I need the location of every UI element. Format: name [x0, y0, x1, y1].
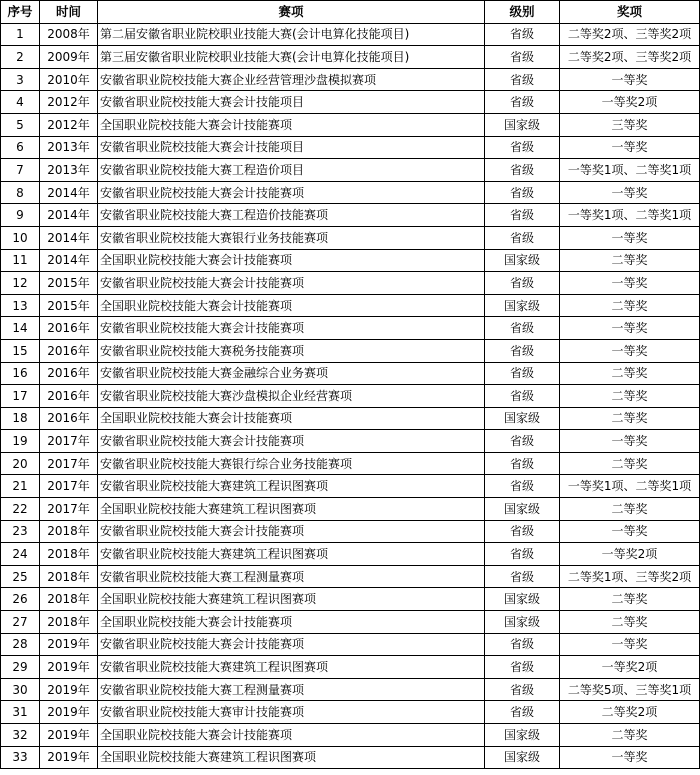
- cell-index: 19: [1, 430, 40, 453]
- cell-event: 全国职业院校技能大赛会计技能赛项: [98, 611, 485, 634]
- cell-level: 国家级: [485, 249, 560, 272]
- cell-event: 全国职业院校技能大赛会计技能赛项: [98, 294, 485, 317]
- cell-event: 全国职业院校技能大赛会计技能赛项: [98, 724, 485, 747]
- cell-index: 14: [1, 317, 40, 340]
- cell-time: 2012年: [40, 91, 98, 114]
- table-row: [1, 565, 700, 588]
- cell-index: 24: [1, 543, 40, 566]
- cell-event: 安徽省职业院校技能大赛税务技能赛项: [98, 339, 485, 362]
- cell-time: 2017年: [40, 498, 98, 521]
- cell-level: 省级: [485, 181, 560, 204]
- cell-level: 省级: [485, 159, 560, 182]
- cell-award: 一等奖: [560, 633, 700, 656]
- cell-event: 第三届安徽省职业院校职业技能大赛(会计电算化技能项目): [98, 46, 485, 69]
- cell-award: 一等奖: [560, 430, 700, 453]
- table-row: [1, 362, 700, 385]
- cell-level: 国家级: [485, 724, 560, 747]
- cell-level: 省级: [485, 136, 560, 159]
- cell-level: 省级: [485, 475, 560, 498]
- cell-level: 省级: [485, 23, 560, 46]
- cell-index: 13: [1, 294, 40, 317]
- cell-award: 二等奖2项: [560, 701, 700, 724]
- cell-award: 二等奖: [560, 294, 700, 317]
- cell-event: 安徽省职业院校技能大赛会计技能赛项: [98, 520, 485, 543]
- cell-index: 20: [1, 452, 40, 475]
- cell-event: 安徽省职业院校技能大赛建筑工程识图赛项: [98, 475, 485, 498]
- table-row: [1, 136, 700, 159]
- cell-time: 2013年: [40, 136, 98, 159]
- cell-index: 22: [1, 498, 40, 521]
- table-row: [1, 294, 700, 317]
- cell-award: 二等奖: [560, 407, 700, 430]
- table-row: [1, 520, 700, 543]
- cell-time: 2014年: [40, 204, 98, 227]
- table-row: [1, 678, 700, 701]
- cell-index: 11: [1, 249, 40, 272]
- table-row: [1, 407, 700, 430]
- cell-time: 2017年: [40, 430, 98, 453]
- cell-index: 29: [1, 656, 40, 679]
- cell-index: 27: [1, 611, 40, 634]
- cell-time: 2018年: [40, 543, 98, 566]
- cell-award: 二等奖: [560, 452, 700, 475]
- cell-event: 全国职业院校技能大赛会计技能赛项: [98, 407, 485, 430]
- cell-award: 一等奖1项、二等奖1项: [560, 159, 700, 182]
- cell-award: 二等奖: [560, 724, 700, 747]
- cell-event: 安徽省职业院校技能大赛会计技能赛项: [98, 430, 485, 453]
- cell-time: 2017年: [40, 452, 98, 475]
- cell-event: 安徽省职业院校技能大赛会计技能赛项: [98, 272, 485, 295]
- cell-index: 25: [1, 565, 40, 588]
- cell-event: 全国职业院校技能大赛会计技能赛项: [98, 249, 485, 272]
- cell-level: 国家级: [485, 498, 560, 521]
- table-row: [1, 91, 700, 114]
- cell-award: 一等奖: [560, 136, 700, 159]
- cell-index: 21: [1, 475, 40, 498]
- table-row: [1, 543, 700, 566]
- column-header-index: 序号: [1, 1, 40, 24]
- cell-time: 2018年: [40, 565, 98, 588]
- table-row: [1, 317, 700, 340]
- table-row: [1, 452, 700, 475]
- cell-time: 2016年: [40, 385, 98, 408]
- cell-time: 2015年: [40, 294, 98, 317]
- cell-level: 省级: [485, 656, 560, 679]
- cell-level: 省级: [485, 339, 560, 362]
- cell-event: 安徽省职业院校技能大赛沙盘模拟企业经营赛项: [98, 385, 485, 408]
- cell-level: 国家级: [485, 407, 560, 430]
- cell-award: 一等奖1项、二等奖1项: [560, 475, 700, 498]
- cell-time: 2018年: [40, 588, 98, 611]
- cell-time: 2014年: [40, 181, 98, 204]
- cell-award: 二等奖: [560, 362, 700, 385]
- cell-time: 2012年: [40, 113, 98, 136]
- cell-level: 省级: [485, 91, 560, 114]
- cell-award: 二等奖: [560, 249, 700, 272]
- cell-event: 安徽省职业院校技能大赛银行综合业务技能赛项: [98, 452, 485, 475]
- cell-index: 6: [1, 136, 40, 159]
- cell-index: 3: [1, 68, 40, 91]
- cell-index: 30: [1, 678, 40, 701]
- cell-index: 10: [1, 226, 40, 249]
- cell-event: 安徽省职业院校技能大赛建筑工程识图赛项: [98, 656, 485, 679]
- cell-level: 省级: [485, 272, 560, 295]
- cell-event: 安徽省职业院校技能大赛审计技能赛项: [98, 701, 485, 724]
- cell-level: 省级: [485, 701, 560, 724]
- cell-time: 2019年: [40, 746, 98, 769]
- table-row: [1, 656, 700, 679]
- cell-event: 第二届安徽省职业院校职业技能大赛(会计电算化技能项目): [98, 23, 485, 46]
- cell-index: 23: [1, 520, 40, 543]
- cell-event: 安徽省职业院校技能大赛会计技能赛项: [98, 181, 485, 204]
- cell-level: 省级: [485, 565, 560, 588]
- table-row: [1, 385, 700, 408]
- cell-event: 安徽省职业院校技能大赛会计技能项目: [98, 136, 485, 159]
- column-header-award: 奖项: [560, 1, 700, 24]
- cell-time: 2009年: [40, 46, 98, 69]
- cell-index: 28: [1, 633, 40, 656]
- cell-level: 省级: [485, 678, 560, 701]
- cell-level: 省级: [485, 633, 560, 656]
- cell-level: 省级: [485, 362, 560, 385]
- cell-time: 2018年: [40, 520, 98, 543]
- cell-index: 7: [1, 159, 40, 182]
- cell-time: 2010年: [40, 68, 98, 91]
- cell-index: 1: [1, 23, 40, 46]
- cell-level: 国家级: [485, 588, 560, 611]
- cell-award: 二等奖: [560, 588, 700, 611]
- cell-award: 一等奖: [560, 226, 700, 249]
- cell-time: 2015年: [40, 272, 98, 295]
- table-row: [1, 249, 700, 272]
- cell-level: 省级: [485, 204, 560, 227]
- cell-level: 省级: [485, 226, 560, 249]
- cell-time: 2008年: [40, 23, 98, 46]
- cell-award: 二等奖: [560, 385, 700, 408]
- cell-event: 全国职业院校技能大赛建筑工程识图赛项: [98, 498, 485, 521]
- cell-index: 32: [1, 724, 40, 747]
- table-row: [1, 633, 700, 656]
- cell-time: 2016年: [40, 339, 98, 362]
- table-row: [1, 23, 700, 46]
- cell-index: 2: [1, 46, 40, 69]
- cell-index: 33: [1, 746, 40, 769]
- cell-index: 5: [1, 113, 40, 136]
- cell-index: 4: [1, 91, 40, 114]
- cell-time: 2016年: [40, 362, 98, 385]
- cell-level: 省级: [485, 520, 560, 543]
- cell-award: 一等奖: [560, 317, 700, 340]
- cell-time: 2019年: [40, 633, 98, 656]
- cell-award: 一等奖: [560, 746, 700, 769]
- table-row: [1, 272, 700, 295]
- table-row: [1, 498, 700, 521]
- cell-level: 国家级: [485, 611, 560, 634]
- cell-level: 省级: [485, 543, 560, 566]
- cell-time: 2019年: [40, 678, 98, 701]
- cell-level: 省级: [485, 430, 560, 453]
- cell-time: 2014年: [40, 249, 98, 272]
- cell-index: 15: [1, 339, 40, 362]
- cell-index: 12: [1, 272, 40, 295]
- cell-award: 二等奖2项、三等奖2项: [560, 23, 700, 46]
- cell-event: 安徽省职业院校技能大赛工程造价技能赛项: [98, 204, 485, 227]
- cell-time: 2016年: [40, 317, 98, 340]
- cell-award: 一等奖: [560, 181, 700, 204]
- cell-event: 安徽省职业院校技能大赛金融综合业务赛项: [98, 362, 485, 385]
- cell-index: 9: [1, 204, 40, 227]
- cell-award: 二等奖: [560, 498, 700, 521]
- cell-event: 安徽省职业院校技能大赛银行业务技能赛项: [98, 226, 485, 249]
- column-header-level: 级别: [485, 1, 560, 24]
- cell-event: 安徽省职业院校技能大赛建筑工程识图赛项: [98, 543, 485, 566]
- cell-level: 国家级: [485, 113, 560, 136]
- cell-level: 省级: [485, 317, 560, 340]
- cell-time: 2014年: [40, 226, 98, 249]
- cell-event: 安徽省职业院校技能大赛工程测量赛项: [98, 678, 485, 701]
- table-row: [1, 430, 700, 453]
- cell-event: 安徽省职业院校技能大赛工程测量赛项: [98, 565, 485, 588]
- cell-time: 2018年: [40, 611, 98, 634]
- cell-time: 2013年: [40, 159, 98, 182]
- cell-time: 2019年: [40, 724, 98, 747]
- cell-award: 一等奖: [560, 339, 700, 362]
- cell-index: 26: [1, 588, 40, 611]
- cell-event: 全国职业院校技能大赛建筑工程识图赛项: [98, 588, 485, 611]
- table-row: [1, 701, 700, 724]
- cell-event: 安徽省职业院校技能大赛工程造价项目: [98, 159, 485, 182]
- table-row: [1, 588, 700, 611]
- table-row: [1, 339, 700, 362]
- table-row: [1, 204, 700, 227]
- cell-level: 省级: [485, 68, 560, 91]
- cell-award: 一等奖2项: [560, 656, 700, 679]
- table-header-row: [1, 1, 700, 24]
- table-row: [1, 159, 700, 182]
- table-row: [1, 181, 700, 204]
- cell-award: 一等奖: [560, 272, 700, 295]
- cell-award: 二等奖2项、三等奖2项: [560, 46, 700, 69]
- table-row: [1, 226, 700, 249]
- cell-event: 全国职业院校技能大赛建筑工程识图赛项: [98, 746, 485, 769]
- table-row: [1, 475, 700, 498]
- cell-index: 17: [1, 385, 40, 408]
- cell-event: 安徽省职业院校技能大赛会计技能项目: [98, 91, 485, 114]
- cell-level: 省级: [485, 452, 560, 475]
- cell-award: 三等奖: [560, 113, 700, 136]
- cell-level: 省级: [485, 46, 560, 69]
- cell-level: 国家级: [485, 746, 560, 769]
- column-header-event: 赛项: [98, 1, 485, 24]
- table-row: [1, 68, 700, 91]
- cell-event: 安徽省职业院校技能大赛会计技能赛项: [98, 317, 485, 340]
- table-body: [1, 23, 700, 769]
- cell-award: 一等奖: [560, 68, 700, 91]
- table-row: [1, 724, 700, 747]
- table-row: [1, 746, 700, 769]
- cell-award: 二等奖1项、三等奖2项: [560, 565, 700, 588]
- cell-award: 二等奖: [560, 611, 700, 634]
- cell-event: 安徽省职业院校技能大赛会计技能赛项: [98, 633, 485, 656]
- table-row: [1, 113, 700, 136]
- cell-award: 一等奖1项、二等奖1项: [560, 204, 700, 227]
- cell-award: 一等奖: [560, 520, 700, 543]
- cell-index: 16: [1, 362, 40, 385]
- cell-index: 31: [1, 701, 40, 724]
- cell-event: 全国职业院校技能大赛会计技能赛项: [98, 113, 485, 136]
- cell-time: 2019年: [40, 656, 98, 679]
- cell-level: 国家级: [485, 294, 560, 317]
- cell-time: 2016年: [40, 407, 98, 430]
- cell-event: 安徽省职业院校技能大赛企业经营管理沙盘模拟赛项: [98, 68, 485, 91]
- cell-time: 2017年: [40, 475, 98, 498]
- table-row: [1, 611, 700, 634]
- cell-level: 省级: [485, 385, 560, 408]
- column-header-time: 时间: [40, 1, 98, 24]
- cell-time: 2019年: [40, 701, 98, 724]
- cell-index: 8: [1, 181, 40, 204]
- cell-award: 一等奖2项: [560, 543, 700, 566]
- cell-award: 二等奖5项、三等奖1项: [560, 678, 700, 701]
- cell-index: 18: [1, 407, 40, 430]
- cell-award: 一等奖2项: [560, 91, 700, 114]
- table-row: [1, 46, 700, 69]
